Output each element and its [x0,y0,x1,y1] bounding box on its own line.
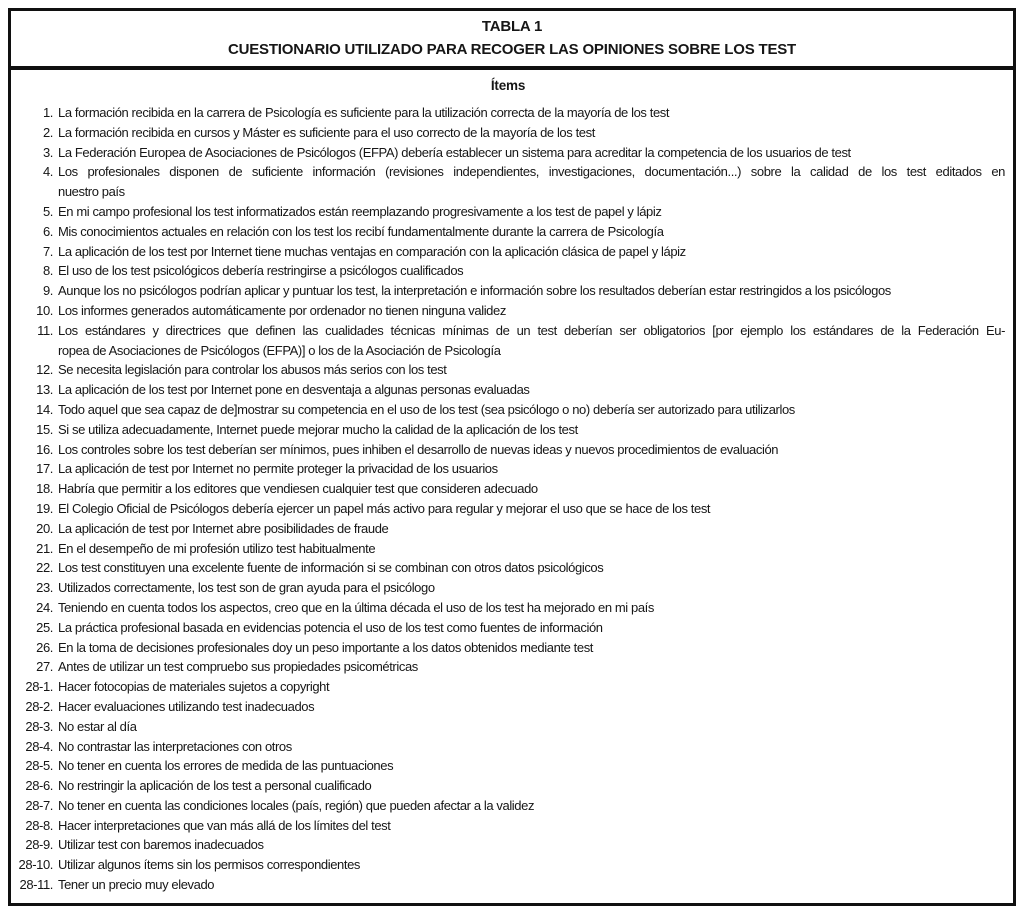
questionnaire-item [11,321,1005,361]
item-text-line: Los controles sobre los test deberían ser mínimos, pues inhiben el desarrollo de nuevas ideas y nuevos procedimientos de evaluación [58,441,779,457]
questionnaire-item [11,242,1005,262]
item-number: 25. [36,619,53,635]
items-column-header: Ítems [490,78,526,93]
item-number: 28-5. [25,758,53,774]
item-text [58,360,1005,380]
item-number: 28-11. [19,877,53,893]
item-number: 24. [36,599,53,615]
item-number: 11. [37,322,53,338]
item-text-line: No tener en cuenta las condiciones locales (país, región) que pueden afectar a la validez [58,797,535,813]
item-text [58,756,1005,776]
item-text-line: Se necesita legislación para controlar los abusos más serios con los test [58,362,447,378]
item-number: 8. [42,263,53,279]
item-text-line: Hacer fotocopias de materiales sujetos a copyright [58,679,330,695]
item-text-line: El Colegio Oficial de Psicólogos debería ejercer un papel más activo para regular y mejorar el uso que se hace de los test [58,500,711,516]
item-number: 22. [36,560,53,576]
questionnaire-item [11,776,1005,796]
item-text-line: La aplicación de test por Internet abre posibilidades de fraude [58,520,389,536]
item-text-line: No restringir la aplicación de los test a personal cualificado [58,778,372,794]
table-body [11,70,1013,903]
questionnaire-item [11,499,1005,519]
item-text [58,459,1005,479]
questionnaire-item [11,816,1005,836]
item-number: 15. [36,421,53,437]
item-text [58,222,1005,242]
table-1 [8,8,1016,906]
item-text-line: Aunque los no psicólogos podrían aplicar y puntuar los test, la interpretación e información sobre los resultados deberían estar restringidos a los psicólogos [58,283,891,299]
questionnaire-item [11,281,1005,301]
item-text [58,499,1005,519]
questionnaire-item [11,737,1005,757]
item-number: 28-9. [25,837,53,853]
item-text [58,776,1005,796]
item-text-line: Mis conocimientos actuales en relación con los test los recibí fundamentalmente durante la carrera de Psicología [58,223,664,239]
items-list [11,103,1005,895]
item-number: 4. [42,164,53,180]
questionnaire-item [11,677,1005,697]
item-text-line: Todo aquel que sea capaz de de]mostrar su competencia en el uso de los test (sea psicólogo o no) debería ser autorizado para utilizarlos [58,401,795,417]
item-text-line: Utilizar test con baremos inadecuados [58,837,264,853]
questionnaire-item [11,400,1005,420]
item-number: 16. [36,441,53,457]
item-text-line: Antes de utilizar un test compruebo sus propiedades psicométricas [58,659,418,675]
questionnaire-item [11,440,1005,460]
table-number: TABLA 1 [481,18,543,35]
questionnaire-item [11,855,1005,875]
questionnaire-item [11,380,1005,400]
item-text [58,558,1005,578]
item-text [58,123,1005,143]
questionnaire-item [11,301,1005,321]
item-text [58,737,1005,757]
questionnaire-item [11,222,1005,242]
item-text [58,677,1005,697]
item-text [58,440,1005,460]
questionnaire-item [11,638,1005,658]
table-caption [11,11,1013,70]
questionnaire-item [11,756,1005,776]
questionnaire-item [11,459,1005,479]
item-text-line: La Federación Europea de Asociaciones de Psicólogos (EFPA) debería establecer un sistema para acreditar la competencia de los usuarios de test [58,144,851,160]
item-text-line: La formación recibida en cursos y Máster es suficiente para el uso correcto de la mayoría de los test [58,124,595,140]
item-text-line: No tener en cuenta los errores de medida de las puntuaciones [58,758,394,774]
questionnaire-item [11,539,1005,559]
item-number: 26. [36,639,53,655]
item-number: 28-1. [25,679,53,695]
item-text-line: Habría que permitir a los editores que vendiesen cualquier test que consideren adecuado [58,481,538,497]
questionnaire-item [11,123,1005,143]
questionnaire-item [11,618,1005,638]
questionnaire-item [11,578,1005,598]
questionnaire-item [11,697,1005,717]
item-text [58,835,1005,855]
item-number: 10. [36,302,53,318]
item-number: 7. [42,243,53,259]
item-text [58,420,1005,440]
questionnaire-item [11,796,1005,816]
questionnaire-item [11,360,1005,380]
questionnaire-item [11,202,1005,222]
questionnaire-item [11,519,1005,539]
item-text [58,697,1005,717]
item-text [58,796,1005,816]
item-number: 1. [42,105,53,120]
item-number: 28-7. [25,797,53,813]
item-number: 21. [36,540,53,556]
item-text-line: Los profesionales disponen de suficiente información (revisiones independientes, investigaciones, documentación...) sobre la calidad de los test editados en [58,164,1005,180]
item-text-line: Utilizar algunos ítems sin los permisos correspondientes [58,857,361,873]
item-number: 3. [42,144,53,160]
item-text [58,380,1005,400]
item-text-line: Los informes generados automáticamente por ordenador no tienen ninguna validez [58,302,506,318]
item-text [58,202,1005,222]
item-text [58,400,1005,420]
item-text [58,638,1005,658]
item-text [58,162,1005,202]
item-text [58,618,1005,638]
item-text-line: nuestro país [58,184,125,200]
item-number: 12. [36,362,53,378]
item-text [58,875,1005,895]
item-text-line: Utilizados correctamente, los test son de gran ayuda para el psicólogo [58,580,435,596]
questionnaire-item [11,479,1005,499]
item-text-line: Hacer evaluaciones utilizando test inadecuados [58,698,315,714]
item-text [58,321,1005,361]
item-text [58,261,1005,281]
questionnaire-item [11,598,1005,618]
item-number: 23. [36,580,53,596]
item-text [58,519,1005,539]
questionnaire-item [11,143,1005,163]
item-number: 27. [36,659,53,675]
item-number: 13. [36,382,53,398]
item-text [58,598,1005,618]
item-text-line: Si se utiliza adecuadamente, Internet puede mejorar mucho la calidad de la aplicación de los test [58,421,578,437]
questionnaire-item [11,261,1005,281]
item-text [58,143,1005,163]
item-text-line: No contrastar las interpretaciones con otros [58,738,292,754]
item-text-line: La práctica profesional basada en evidencias potencia el uso de los test como fuentes de información [58,619,603,635]
item-number: 9. [42,283,53,299]
item-number: 17. [36,461,53,477]
questionnaire-item [11,835,1005,855]
item-text-line: Tener un precio muy elevado [58,877,215,893]
item-text-line: Teniendo en cuenta todos los aspectos, creo que en la última década el uso de los test ha mejorado en mi país [58,599,654,615]
item-text [58,103,1005,123]
item-number: 28-3. [25,718,53,734]
item-text [58,816,1005,836]
item-number: 5. [42,203,53,219]
item-text-line: No estar al día [58,718,137,734]
item-text-line: Los test constituyen una excelente fuente de información si se combinan con otros datos psicológicos [58,560,604,576]
item-text [58,479,1005,499]
item-text-line: En la toma de decisiones profesionales doy un peso importante a los datos obtenidos mediante test [58,639,594,655]
item-number: 28-2. [25,698,53,714]
item-text [58,855,1005,875]
table-title: CUESTIONARIO UTILIZADO PARA RECOGER LAS OPINIONES SOBRE LOS TEST [227,41,797,58]
item-number: 28-6. [25,778,53,794]
questionnaire-item [11,717,1005,737]
item-text-line: La aplicación de test por Internet no permite proteger la privacidad de los usuarios [58,461,498,477]
item-number: 14. [36,401,53,417]
item-number: 28-4. [25,738,53,754]
item-number: 20. [36,520,53,536]
item-text [58,578,1005,598]
item-text-line: ropea de Asociaciones de Psicólogos (EFPA)] o los de la Asociación de Psicología [58,342,501,358]
item-number: 28-8. [25,817,53,833]
item-text [58,301,1005,321]
item-text [58,281,1005,301]
item-text-line: Los estándares y directrices que definen las cualidades técnicas mínimas de un test deberían ser obligatorios [por ejemplo los estándares de la Federación Eu- [58,322,1005,338]
item-text-line: La aplicación de los test por Internet tiene muchas ventajas en comparación con la aplicación clásica de papel y lápiz [58,243,686,259]
item-text-line: La aplicación de los test por Internet pone en desventaja a algunas personas evaluadas [58,382,530,398]
item-text [58,717,1005,737]
item-number: 6. [42,223,53,239]
questionnaire-item [11,103,1005,123]
item-number: 2. [42,124,53,140]
item-text [58,242,1005,262]
item-text [58,539,1005,559]
item-text-line: Hacer interpretaciones que van más allá de los límites del test [58,817,391,833]
questionnaire-item [11,657,1005,677]
item-number: 19. [36,500,53,516]
item-text-line: En el desempeño de mi profesión utilizo test habitualmente [58,540,376,556]
item-text-line: En mi campo profesional los test informatizados están reemplazando progresivamente a los test de papel y lápiz [58,203,662,219]
questionnaire-item [11,875,1005,895]
questionnaire-item [11,420,1005,440]
item-text-line: El uso de los test psicológicos debería restringirse a psicólogos cualificados [58,263,464,279]
questionnaire-item [11,162,1005,202]
item-number: 28-10. [18,857,53,873]
item-text [58,657,1005,677]
questionnaire-item [11,558,1005,578]
item-text-line: La formación recibida en la carrera de Psicología es suficiente para la utilización correcta de la mayoría de los test [58,105,670,120]
item-number: 18. [36,481,53,497]
